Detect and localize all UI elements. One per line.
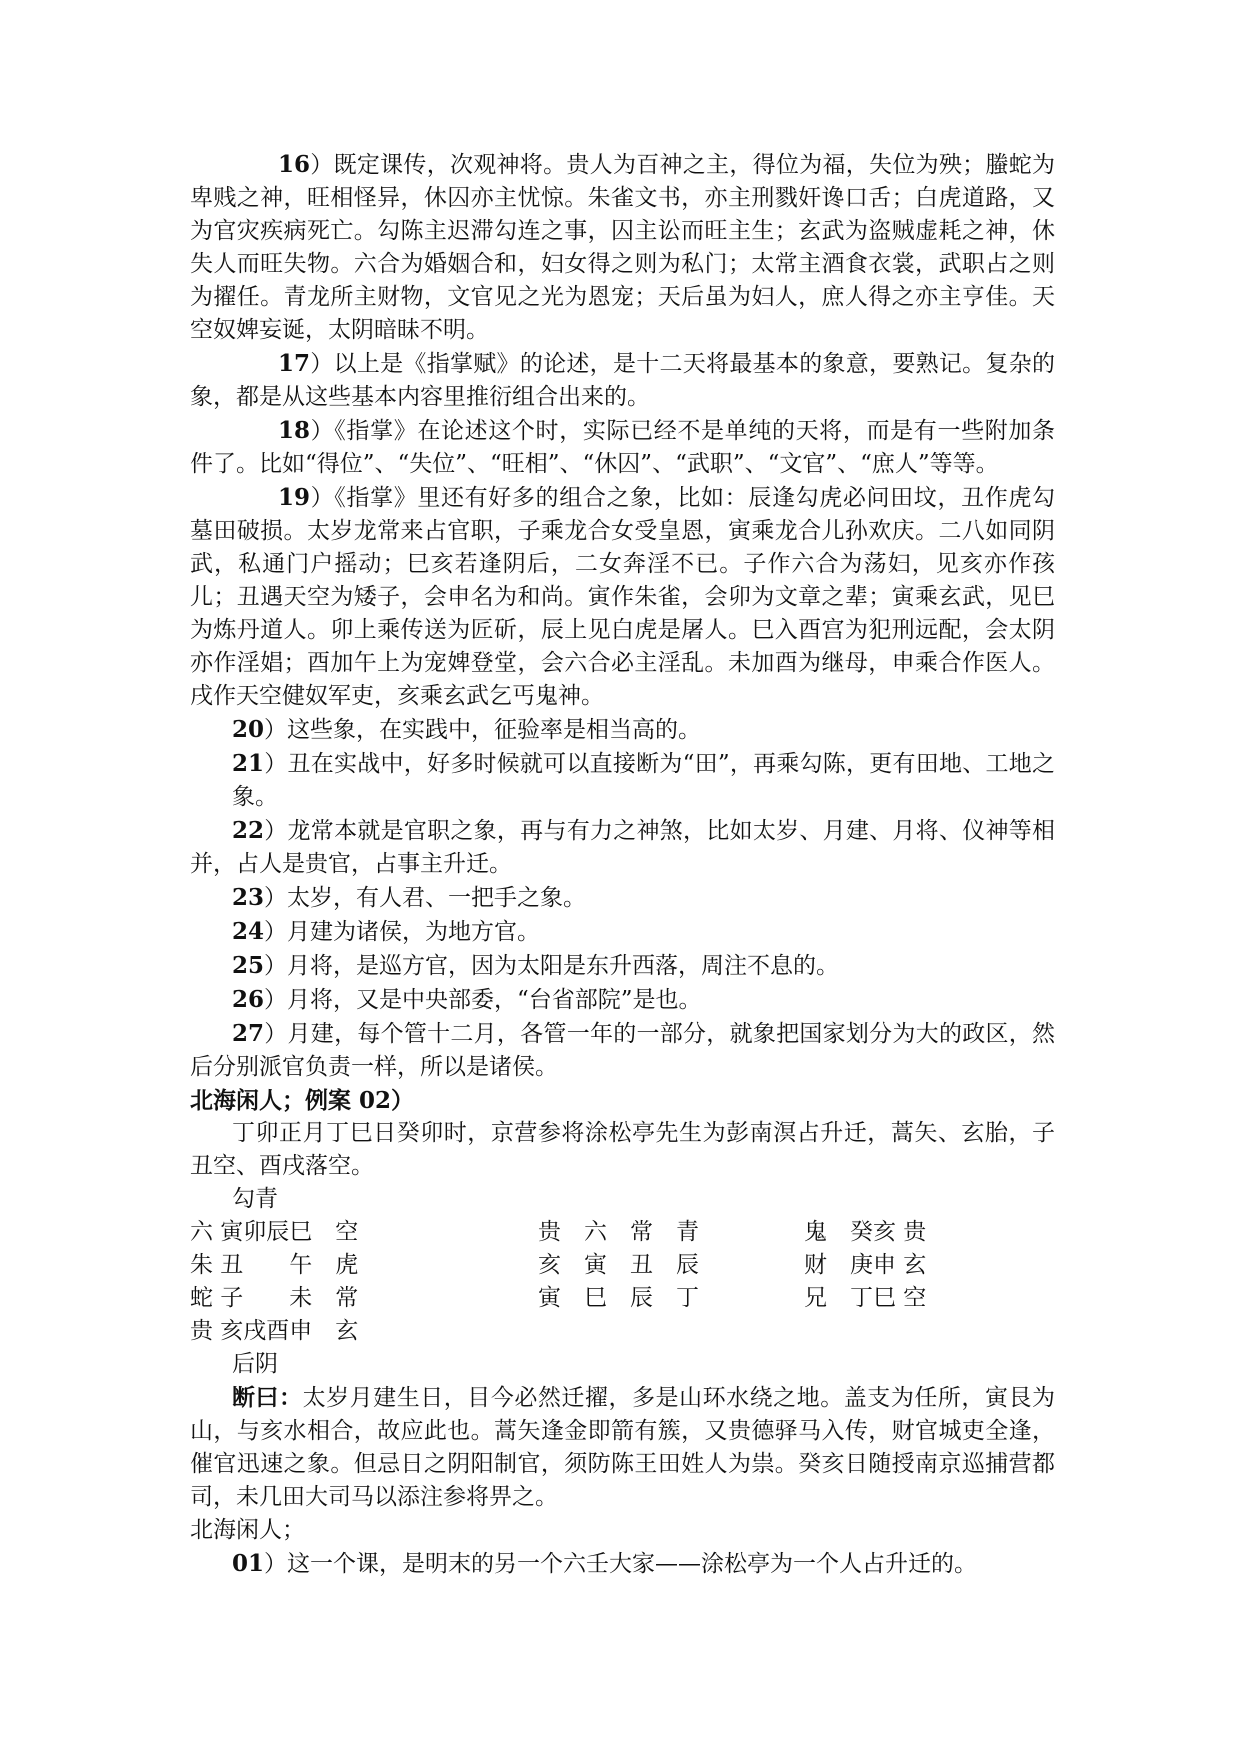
item-number: 27 bbox=[232, 1020, 265, 1047]
judgment-label: 断曰： bbox=[232, 1384, 303, 1411]
paragraph-text: ）《指掌》在论述这个时，实际已经不是单纯的天将，而是有一些附加条件了。比如“得位”、“失位”、“旺相”、“休囚”、“武职”、“文官”、“庶人”等等。 bbox=[190, 418, 1055, 477]
judgment-text: 太岁月建生日，目今必然迁擢，多是山环水绕之地。盖支为任所，寅艮为山，与亥水相合，故应此也。蒿矢逢金即箭有簇，又贵德驿马入传，财官城吏全逢，催官迅速之象。但忌日之阴阳制官，须防陈王田姓人为祟。癸亥日随授南京巡捕营都司，未几田大司马以添注参将畀之。 bbox=[190, 1385, 1056, 1510]
case-intro: 丁卯正月丁巳日癸卯时，京营参将涂松亭先生为彭南溟占升迁，蒿矢、玄胎，子丑空、酉戌落空。 bbox=[190, 1120, 1055, 1179]
item-25 bbox=[190, 949, 1055, 983]
paragraph-text: ）既定课传，次观神将。贵人为百神之主，得位为福，失位为殃；螣蛇为卑贱之神，旺相怪异，休囚亦主忧惊。朱雀文书，亦主刑戮奸谗口舌；白虎道路，又为官灾疾病死亡。勾陈主迟滞勾连之事，囚主讼而旺主生；玄武为盗贼虚耗之神，休失人而旺失物。六合为婚姻合和，妇女得之则为私门；太常主酒食衣裳，武职占之则为擢任。青龙所主财物，文官见之光为恩宠；天后虽为妇人，庶人得之亦主亨佳。天空奴婢妄诞，太阴暗昧不明。 bbox=[190, 152, 1055, 343]
case-heading: 北海闲人；例案 02） bbox=[190, 1087, 415, 1114]
paragraph-18 bbox=[190, 414, 1055, 481]
item-number: 24 bbox=[232, 918, 265, 945]
item-23 bbox=[190, 881, 1055, 915]
item-number: 17 bbox=[278, 350, 311, 377]
item-number: 20 bbox=[232, 716, 265, 743]
item-text: ）丑在实战中，好多时候就可以直接断为“田”，再乘勾陈，更有田地、工地之象。 bbox=[232, 751, 1055, 810]
item-20 bbox=[190, 713, 1055, 747]
paragraph-16 bbox=[190, 148, 1055, 347]
item-text: ）龙常本就是官职之象，再与有力之神煞，比如太岁、月建、月将、仪神等相并，占人是贵官，占事主升迁。 bbox=[190, 818, 1055, 877]
chart-left-row-2: 朱 丑 午 虎 bbox=[190, 1252, 359, 1278]
chart-right-row-2: 财 庚申 玄 bbox=[804, 1252, 927, 1278]
footer-name: 北海闲人； bbox=[190, 1517, 305, 1543]
paragraph-text: ）《指掌》里还有好多的组合之象，比如：辰逢勾虎必问田坟，丑作虎勾墓田破损。太岁龙常来占官职，子乘龙合女受皇恩，寅乘龙合儿孙欢庆。二八如同阴武，私通门户摇动；巳亥若逢阴后，二女奔淫不已。子作六合为荡妇，见亥亦作孩儿；丑遇天空为矮子，会申名为和尚。寅作朱雀，会卯为文章之辈；寅乘玄武，见巳为炼丹道人。卯上乘传送为匠斫，辰上见白虎是屠人。巳入酉宫为犯刑远配，会太阴亦作淫娼；酉加午上为宠婢登堂，会六合必主淫乱。未加酉为继母，申乘合作医人。戌作天空健奴军吏，亥乘玄武乞丐鬼神。 bbox=[190, 485, 1055, 709]
paragraph-19 bbox=[190, 481, 1055, 713]
item-01 bbox=[190, 1547, 1055, 1581]
item-text: ）月建为诸侯，为地方官。 bbox=[264, 919, 541, 945]
liuren-chart bbox=[190, 1216, 1055, 1381]
item-number: 18 bbox=[278, 417, 311, 444]
item-number: 25 bbox=[232, 952, 265, 979]
chart-left-row-1: 六 寅卯辰巳 空 bbox=[190, 1219, 359, 1245]
item-number: 16 bbox=[278, 151, 311, 178]
item-24 bbox=[190, 915, 1055, 949]
chart-left-row-3: 蛇 子 未 常 bbox=[190, 1285, 359, 1311]
item-22 bbox=[190, 814, 1055, 881]
paragraph-17 bbox=[190, 347, 1055, 414]
item-number: 26 bbox=[232, 986, 265, 1013]
judgment bbox=[190, 1381, 1055, 1514]
item-number: 23 bbox=[232, 884, 265, 911]
item-text: ）月将，又是中央部委，“台省部院”是也。 bbox=[264, 987, 702, 1013]
item-text: ）这些象，在实践中，征验率是相当高的。 bbox=[264, 717, 702, 743]
item-number: 21 bbox=[232, 750, 265, 777]
paragraph-text: ）以上是《指掌赋》的论述，是十二天将最基本的象意，要熟记。复杂的象，都是从这些基本内容里推衍组合出来的。 bbox=[190, 351, 1055, 410]
item-21 bbox=[190, 747, 1055, 814]
item-number: 19 bbox=[278, 484, 311, 511]
chart-mid-row-2: 亥 寅 丑 辰 bbox=[538, 1252, 699, 1278]
item-number: 22 bbox=[232, 817, 265, 844]
item-text: ）月建，每个管十二月，各管一年的一部分，就象把国家划分为大的政区，然后分别派官负责一样，所以是诸侯。 bbox=[190, 1021, 1055, 1080]
document-page bbox=[190, 148, 1055, 1581]
item-text: ）这一个课，是明末的另一个六壬大家——涂松亭为一个人占升迁的。 bbox=[264, 1551, 978, 1577]
chart-left-row-4: 贵 亥戌酉申 玄 bbox=[190, 1318, 359, 1344]
item-text: ）月将，是巡方官，因为太阳是东升西落，周注不息的。 bbox=[264, 953, 840, 979]
item-26 bbox=[190, 983, 1055, 1017]
chart-mid-row-1: 贵 六 常 青 bbox=[538, 1219, 699, 1245]
chart-right-row-3: 兄 丁巳 空 bbox=[804, 1285, 927, 1311]
item-number: 01 bbox=[232, 1550, 265, 1577]
chart-top-label: 勾青 bbox=[232, 1186, 278, 1212]
chart-bottom-label: 后阴 bbox=[232, 1351, 278, 1377]
item-27 bbox=[190, 1017, 1055, 1084]
chart-right-row-1: 鬼 癸亥 贵 bbox=[804, 1219, 927, 1245]
item-text: ）太岁，有人君、一把手之象。 bbox=[264, 885, 587, 911]
chart-mid-row-3: 寅 巳 辰 丁 bbox=[538, 1285, 699, 1311]
